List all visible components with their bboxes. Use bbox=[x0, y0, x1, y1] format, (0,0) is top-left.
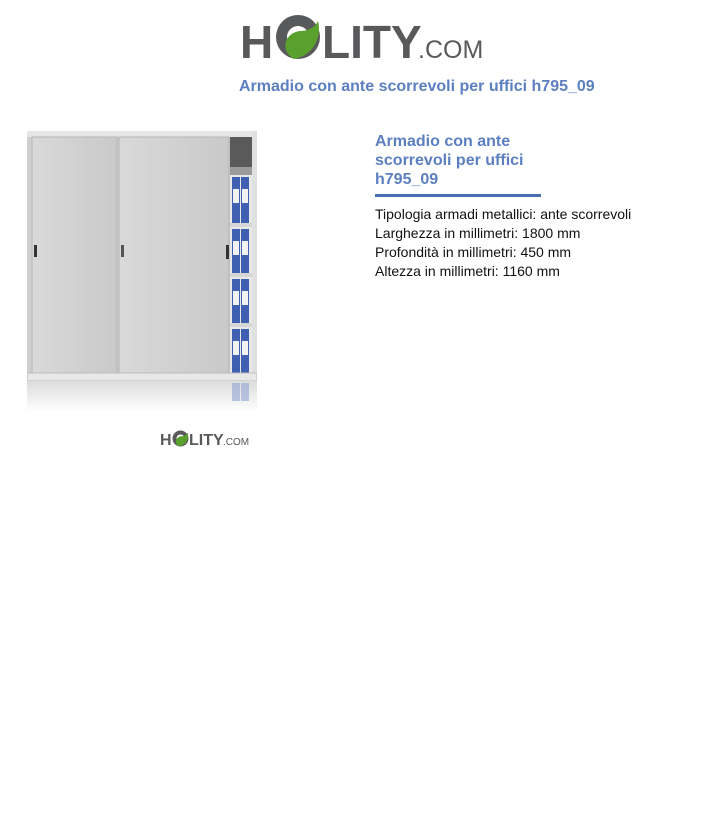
svg-text:H: H bbox=[240, 16, 274, 68]
title-underline bbox=[375, 194, 541, 197]
spec-list bbox=[375, 205, 631, 281]
svg-text:LITY: LITY bbox=[322, 16, 422, 68]
spec-item-width: Larghezza in millimetri: 1800 mm bbox=[375, 225, 581, 241]
svg-text:.COM: .COM bbox=[223, 437, 250, 448]
spec-item-height: Altezza in millimetri: 1160 mm bbox=[375, 263, 560, 279]
holity-logo[interactable] bbox=[240, 10, 490, 68]
svg-text:H: H bbox=[160, 432, 172, 449]
holity-logo-small bbox=[160, 428, 252, 450]
product-title: Armadio con ante scorrevoli per uffici h795_09 bbox=[375, 133, 524, 188]
svg-text:LITY: LITY bbox=[189, 432, 224, 449]
svg-text:.COM: .COM bbox=[418, 36, 484, 64]
spec-item-depth: Profondità in millimetri: 450 mm bbox=[375, 244, 572, 260]
spec-item-type: Tipologia armadi metallici: ante scorrevoli bbox=[375, 206, 632, 222]
product-image[interactable] bbox=[27, 131, 257, 412]
page-heading: Armadio con ante scorrevoli per uffici h795_09 bbox=[239, 78, 595, 95]
